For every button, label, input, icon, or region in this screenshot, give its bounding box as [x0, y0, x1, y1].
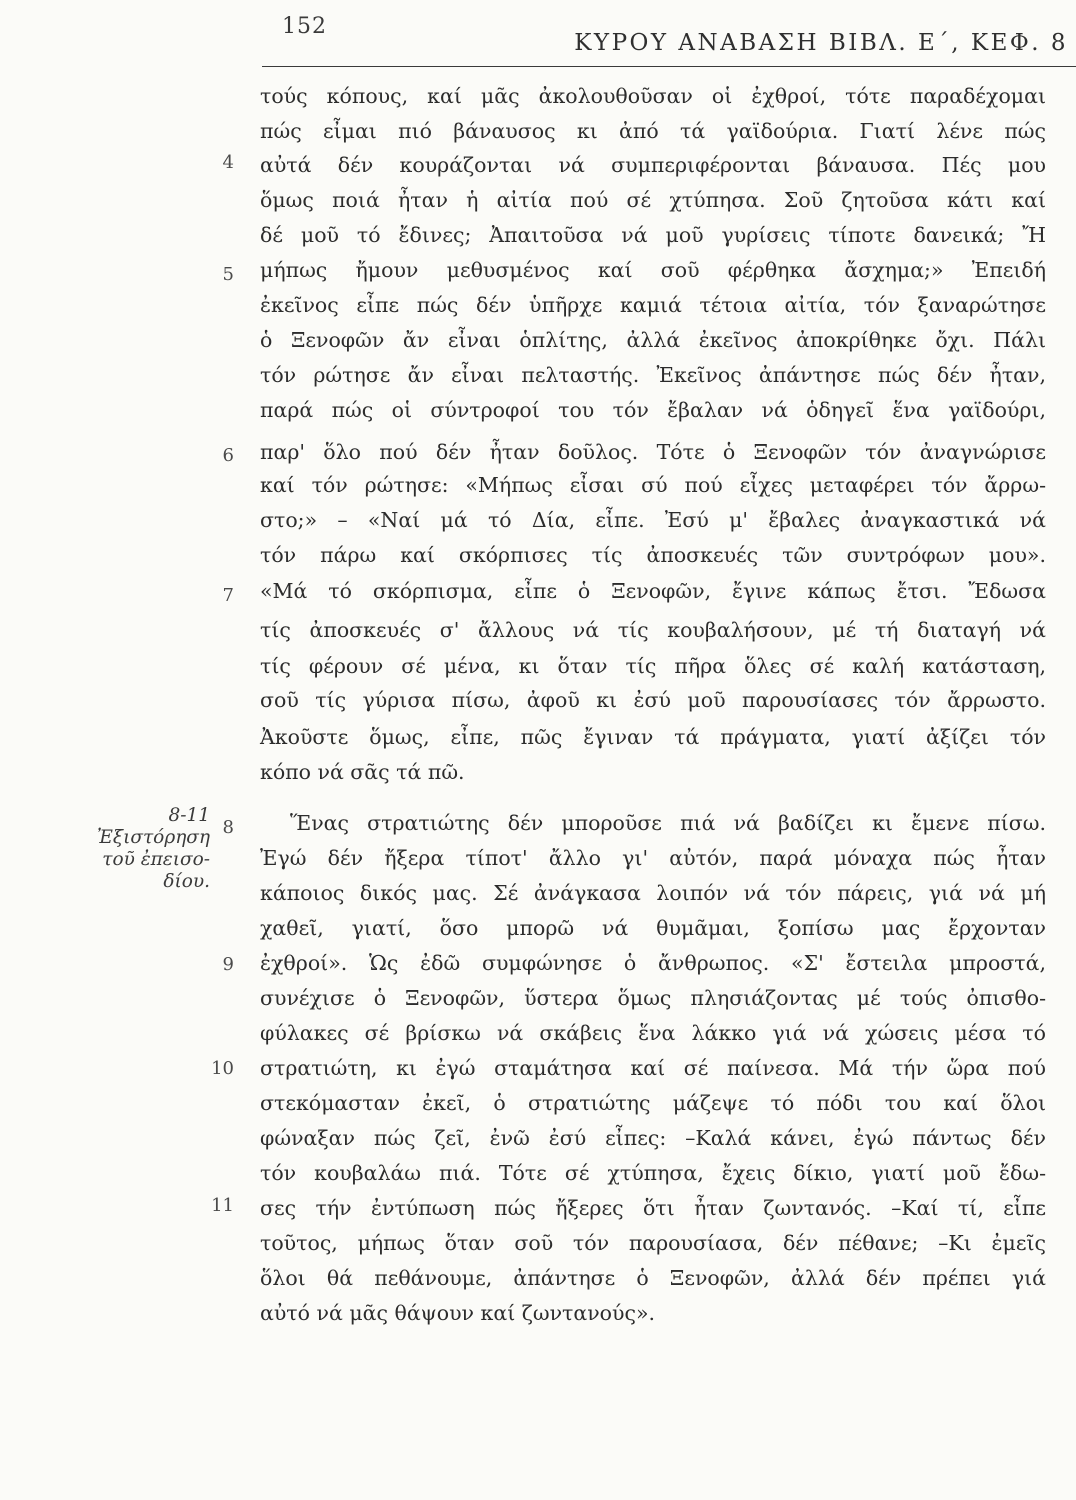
side-note-line: δίου.	[163, 871, 210, 892]
text-line: αὐτό νά μᾶς θάψουν καί ζωντανούς».	[260, 1301, 656, 1325]
text-line: τίς ἀποσκευές σ' ἄλλους νά τίς κουβαλήσουν, μέ τή διαταγή νά	[260, 618, 1046, 642]
text-line: ἐχθροί». Ὡς ἐδῶ συμφώνησε ὁ ἄνθρωπος. «Σ' ἔστειλα μπροστά,	[260, 951, 1046, 975]
line-number: 5	[222, 264, 234, 285]
text-line: σες τήν ἐντύπωση πώς ἤξερες ὅτι ἦταν ζωντανός. –Καί τί, εἶπε	[260, 1196, 1046, 1220]
text-line: ὅλοι θά πεθάνουμε, ἀπάντησε ὁ Ξενοφῶν, ἀλλά δέν πρέπει γιά	[260, 1266, 1046, 1290]
text-line: χαθεῖ, γιατί, ὅσο μπορῶ νά θυμᾶμαι, ξοπίσω μας ἔρχονταν	[260, 916, 1046, 940]
text-line: τόν κουβαλάω πιά. Τότε σέ χτύπησα, ἔχεις δίκιο, γιατί μοῦ ἔδω-	[260, 1161, 1046, 1185]
text-line: «Μά τό σκόρπισμα, εἶπε ὁ Ξενοφῶν, ἔγινε κάπως ἔτσι. Ἔδωσα	[260, 579, 1046, 603]
line-number: 9	[222, 954, 234, 975]
text-line: κόπο νά σᾶς τά πῶ.	[260, 760, 465, 784]
header-rule	[262, 66, 1076, 67]
text-line: ἐκεῖνος εἶπε πώς δέν ὑπῆρχε καμιά τέτοια αἰτία, τόν ξαναρώτησε	[260, 293, 1046, 317]
text-line: Ἕνας στρατιώτης δέν μποροῦσε πιά νά βαδίζει κι ἔμενε πίσω.	[290, 811, 1046, 835]
text-line: Ἀκοῦστε ὅμως, εἶπε, πῶς ἔγιναν τά πράγματα, γιατί ἀξίζει τόν	[260, 725, 1046, 749]
side-note-line: Ἐξιστόρηση	[97, 827, 210, 848]
page-number: 152	[282, 14, 327, 39]
text-line: τοῦτος, μήπως ὅταν σοῦ τόν παρουσίασα, δέν πέθανε; –Κι ἐμεῖς	[260, 1231, 1046, 1255]
text-line: τόν ρώτησε ἄν εἶναι πελταστής. Ἐκεῖνος ἀπάντησε πώς δέν ἦταν,	[260, 363, 1046, 387]
text-line: ὅμως ποιά ἦταν ἡ αἰτία πού σέ χτύπησα. Σοῦ ζητοῦσα κάτι καί	[260, 188, 1046, 212]
text-line: στρατιώτη, κι ἐγώ σταμάτησα καί σέ παίνεσα. Μά τήν ὥρα πού	[260, 1056, 1046, 1080]
text-line: στεκόμασταν ἐκεῖ, ὁ στρατιώτης μάζεψε τό πόδι του καί ὅλοι	[260, 1091, 1046, 1115]
text-line: φύλακες σέ βρίσκω νά σκάβεις ἕνα λάκκο γιά νά χώσεις μέσα τό	[260, 1021, 1046, 1045]
line-number: 7	[222, 585, 234, 606]
text-line: τίς φέρουν σέ μένα, κι ὅταν τίς πῆρα ὅλες σέ καλή κατάσταση,	[260, 654, 1046, 678]
text-line: καί τόν ρώτησε: «Μήπως εἶσαι σύ πού εἶχες μεταφέρει τόν ἄρρω-	[260, 473, 1046, 497]
text-line: αὐτά δέν κουράζονται νά συμπεριφέρονται βάναυσα. Πές μου	[260, 153, 1046, 177]
text-line: σοῦ τίς γύρισα πίσω, ἀφοῦ κι ἐσύ μοῦ παρουσίασες τόν ἄρρωστο.	[260, 688, 1046, 712]
text-line: φώναξαν πώς ζεῖ, ἐνῶ ἐσύ εἶπες: –Καλά κάνει, ἐγώ πάντως δέν	[260, 1126, 1046, 1150]
text-line: στο;» – «Ναί μά τό Δία, εἶπε. Ἐσύ μ' ἔβαλες ἀναγκαστικά νά	[260, 508, 1046, 532]
line-number: 11	[211, 1195, 234, 1216]
side-note-line: τοῦ ἐπεισο-	[102, 849, 210, 870]
text-line: μήπως ἤμουν μεθυσμένος καί σοῦ φέρθηκα ἄσχημα;» Ἐπειδή	[260, 258, 1046, 282]
side-note-line: 8-11	[168, 805, 210, 826]
text-line: τόν πάρω καί σκόρπισες τίς ἀποσκευές τῶν συντρόφων μου».	[260, 543, 1046, 567]
running-head: ΚΥΡΟΥ ΑΝΑΒΑΣΗ ΒΙΒΛ. Ε΄, ΚΕΦ. 8	[574, 30, 1068, 56]
text-line: παρ' ὅλο πού δέν ἦταν δοῦλος. Τότε ὁ Ξενοφῶν τόν ἀναγνώρισε	[260, 440, 1046, 464]
text-line: συνέχισε ὁ Ξενοφῶν, ὕστερα ὅμως πλησιάζοντας μέ τούς ὀπισθο-	[260, 986, 1046, 1010]
text-line: τούς κόπους, καί μᾶς ἀκολουθοῦσαν οἱ ἐχθροί, τότε παραδέχομαι	[260, 84, 1046, 108]
text-line: δέ μοῦ τό ἔδινες; Ἀπαιτοῦσα νά μοῦ γυρίσεις τίποτε δανεικά; Ἤ	[260, 223, 1046, 247]
line-number: 10	[211, 1058, 234, 1079]
text-line: παρά πώς οἱ σύντροφοί του τόν ἔβαλαν νά ὁδηγεῖ ἕνα γαϊδούρι,	[260, 398, 1046, 422]
side-note	[60, 805, 210, 893]
line-number: 4	[222, 152, 234, 173]
line-number: 6	[222, 445, 234, 466]
text-line: κάποιος δικός μας. Σέ ἀνάγκασα λοιπόν νά τόν πάρεις, γιά νά μή	[260, 881, 1046, 905]
text-line: ὁ Ξενοφῶν ἄν εἶναι ὁπλίτης, ἀλλά ἐκεῖνος ἀποκρίθηκε ὄχι. Πάλι	[260, 328, 1046, 352]
line-number: 8	[222, 817, 234, 838]
text-line: πώς εἶμαι πιό βάναυσος κι ἀπό τά γαϊδούρια. Γιατί λένε πώς	[260, 119, 1046, 143]
text-line: Ἐγώ δέν ἤξερα τίποτ' ἄλλο γι' αὐτόν, παρά μόναχα πώς ἦταν	[260, 846, 1046, 870]
